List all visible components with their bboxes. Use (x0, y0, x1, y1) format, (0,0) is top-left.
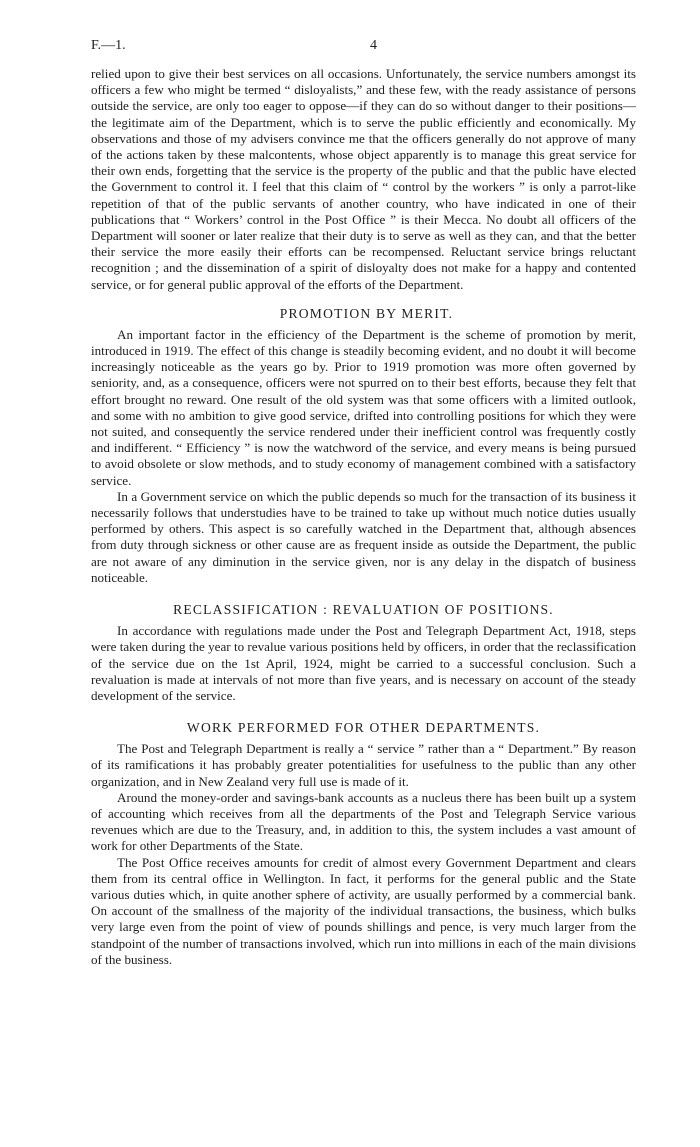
document-body (91, 66, 636, 968)
intro-paragraph: relied upon to give their best services on all occasions. Unfortunately, the service numbers amongst its officers a few who might be termed “ disloyalists,” and these few, with the ready assistance of persons outside the service, are only too eager to oppose—if they can do so without danger to their positions—the legitimate aim of the Department, which is to serve the public efficiently and economically. My observations and those of my advisers convince me that the officers generally do not approve of many of the actions taken by these malcontents, whose object apparently is to manage this great service for their own ends, forgetting that the service is the property of the public and that the public have elected the Government to control it. I feel that this claim of “ control by the workers ” is only a parrot-like repetition of that of the public servants of another country, who have indicated in one of their publications that “ Workers’ control in the Post Office ” is their Mecca. No doubt all officers of the Department will sooner or later realize that their duty is to serve as well as they can, and that the better their service the more easily their efforts can be recompensed. Reluctant service brings reluctant recognition ; and the dissemination of a spirit of disloyalty does not make for a happy and contented service, or for general public approval of the efforts of the Department. (91, 66, 636, 292)
heading-reclassification: RECLASSIFICATION : REVALUATION OF POSITIONS. (173, 602, 554, 618)
heading-work-for-other-departments: WORK PERFORMED FOR OTHER DEPARTMENTS. (186, 720, 541, 736)
page-identifier: F.—1. (91, 38, 126, 53)
page-number: 4 (370, 38, 377, 53)
page-header (91, 38, 636, 58)
work-paragraph-1: The Post and Telegraph Department is really a “ service ” rather than a “ Department.” By reason of its ramifications it has probably greater potentialities for usefulness to the public than any other organization, and in New Zealand very full use is made of it. (91, 741, 636, 789)
work-paragraph-2: Around the money-order and savings-bank accounts as a nucleus there has been built up a system of accounting which receives from all the departments of the Post and Telegraph Service various revenues which are due to the Treasury, and, in addition to this, the system includes a vast amount of work for other Departments of the State. (91, 789, 636, 854)
work-paragraph-3: The Post Office receives amounts for credit of almost every Government Department and clears them from its central office in Wellington. In fact, it performs for the general public and the State various duties which, in quite another sphere of activity, are usually performed by a commercial bank. On account of the smallness of the majority of the individual transactions, the business, which bulks very large even from the point of view of pounds shillings and pence, is very much larger from the standpoint of the number of transactions involved, which run into millions in each of the main divisions of the business. (91, 854, 636, 967)
reclassification-paragraph: In accordance with regulations made under the Post and Telegraph Department Act, 1918, steps were taken during the year to revalue various positions held by officers, in order that the reclassification of the service due on the 1st April, 1924, might be carried to a successful conclusion. Such a revaluation is made at intervals of not more than five years, and is necessary on account of the steady development of the service. (91, 623, 636, 703)
promotion-paragraph-1: An important factor in the efficiency of the Department is the scheme of promotion by merit, introduced in 1919. The effect of this change is steadily becoming evident, and no doubt it will become increasingly noticeable as the years go by. Prior to 1919 promotion was more often governed by seniority, and, as a consequence, officers were not spurred on to their best efforts, because they felt that effort brought no reward. One result of the old system was that some officers with a limited outlook, and some with no ambition to give good service, drifted into controlling positions for which they were not suited, and consequently the service rendered under their inefficient control was frequently costly and indifferent. “ Efficiency ” is now the watchword of the service, and every means is being pursued to avoid obsolete or slow methods, and to study economy of management combined with a satisfactory service. (91, 326, 636, 488)
promotion-paragraph-2: In a Government service on which the public depends so much for the transaction of its business it necessarily follows that understudies have to be trained to take up without much notice duties usually performed by others. This aspect is so carefully watched in the Department that, although absences from duty through sickness or other cause are as frequent inside as outside the Department, the public are not aware of any diminution in the service given, nor is any delay in the dispatch of business noticeable. (91, 488, 636, 585)
heading-promotion-by-merit: PROMOTION BY MERIT. (279, 305, 454, 321)
